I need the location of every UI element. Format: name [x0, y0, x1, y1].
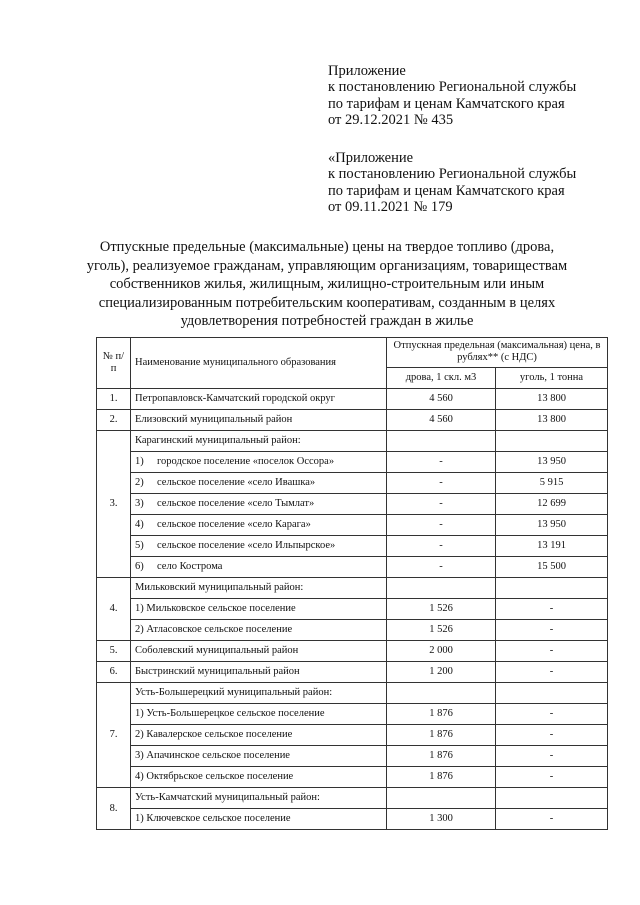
sub-name: 1) Мильковское сельское поселение	[131, 599, 387, 620]
original-appendix-header	[328, 150, 576, 216]
sub-name: 4) Октябрьское сельское поселение	[131, 767, 387, 788]
row-name: Усть-Большерецкий муниципальный район:	[131, 683, 387, 704]
wood-price	[387, 788, 496, 809]
header-line: по тарифам и ценам Камчатского края	[328, 95, 565, 112]
header-line: от 29.12.2021 № 435	[328, 112, 454, 129]
table-subrow	[97, 767, 608, 788]
coal-price: 15 500	[496, 557, 608, 578]
coal-price: 13 950	[496, 515, 608, 536]
sub-label: сельское поселение «село Ивашка»	[157, 477, 316, 488]
coal-price: 13 800	[496, 389, 608, 410]
wood-price: 1 526	[387, 620, 496, 641]
header-line: по тарифам и ценам Камчатского края	[328, 182, 565, 199]
row-number: 7.	[97, 683, 131, 788]
table-row	[97, 662, 608, 683]
table-row	[97, 788, 608, 809]
sub-label: сельское поселение «село Ильпырское»	[157, 540, 336, 551]
wood-price: 1 200	[387, 662, 496, 683]
table-row	[97, 683, 608, 704]
header-price: Отпускная предельная (максимальная) цена, в рублях** (с НДС)	[387, 338, 608, 368]
sub-index: 3)	[135, 498, 144, 509]
sub-name	[131, 557, 387, 578]
wood-price: -	[387, 515, 496, 536]
table-subrow	[97, 473, 608, 494]
coal-price: 5 915	[496, 473, 608, 494]
sub-name: 1) Усть-Большерецкое сельское поселение	[131, 704, 387, 725]
sub-name	[131, 536, 387, 557]
sub-name: 1) Ключевское сельское поселение	[131, 809, 387, 830]
header-line: к постановлению Региональной службы	[328, 79, 577, 96]
wood-price: 2 000	[387, 641, 496, 662]
sub-label: сельское поселение «село Карага»	[157, 519, 311, 530]
table-subrow	[97, 620, 608, 641]
coal-price: -	[496, 599, 608, 620]
wood-price	[387, 578, 496, 599]
table-subrow	[97, 725, 608, 746]
row-number: 8.	[97, 788, 131, 830]
table-subrow	[97, 557, 608, 578]
wood-price: 1 876	[387, 725, 496, 746]
sub-label: село Кострома	[157, 561, 223, 572]
wood-price: 4 560	[387, 389, 496, 410]
table-header-row	[97, 338, 608, 368]
price-table	[96, 337, 608, 830]
sub-index: 5)	[135, 540, 144, 551]
header-line: к постановлению Региональной службы	[328, 166, 577, 183]
table-row	[97, 578, 608, 599]
row-name: Елизовский муниципальный район	[131, 410, 387, 431]
coal-price: 13 950	[496, 452, 608, 473]
row-name: Карагинский муниципальный район:	[131, 431, 387, 452]
wood-price: -	[387, 473, 496, 494]
wood-price: -	[387, 536, 496, 557]
wood-price: 1 300	[387, 809, 496, 830]
table-subrow	[97, 452, 608, 473]
coal-price: -	[496, 662, 608, 683]
coal-price: -	[496, 641, 608, 662]
wood-price: -	[387, 494, 496, 515]
sub-index: 6)	[135, 561, 144, 572]
row-name: Соболевский муниципальный район	[131, 641, 387, 662]
coal-price	[496, 788, 608, 809]
sub-name	[131, 452, 387, 473]
coal-price: 12 699	[496, 494, 608, 515]
sub-name	[131, 494, 387, 515]
row-number: 4.	[97, 578, 131, 641]
coal-price: 13 800	[496, 410, 608, 431]
header-coal: уголь, 1 тонна	[496, 367, 608, 388]
sub-name: 2) Кавалерское сельское поселение	[131, 725, 387, 746]
header-num: № п/п	[97, 338, 131, 389]
table-subrow	[97, 704, 608, 725]
table-subrow	[97, 515, 608, 536]
header-line: «Приложение	[328, 150, 414, 166]
row-name: Усть-Камчатский муниципальный район:	[131, 788, 387, 809]
wood-price	[387, 683, 496, 704]
coal-price	[496, 683, 608, 704]
row-name: Быстринский муниципальный район	[131, 662, 387, 683]
sub-name: 3) Апачинское сельское поселение	[131, 746, 387, 767]
row-number: 3.	[97, 431, 131, 578]
wood-price: 1 876	[387, 704, 496, 725]
table-row	[97, 431, 608, 452]
row-number: 6.	[97, 662, 131, 683]
wood-price: -	[387, 557, 496, 578]
table-subrow	[97, 494, 608, 515]
coal-price: -	[496, 725, 608, 746]
coal-price: 13 191	[496, 536, 608, 557]
header-wood: дрова, 1 скл. м3	[387, 367, 496, 388]
coal-price: -	[496, 620, 608, 641]
row-number: 1.	[97, 389, 131, 410]
wood-price: -	[387, 452, 496, 473]
header-line: Приложение	[328, 63, 406, 79]
table-row	[97, 410, 608, 431]
wood-price	[387, 431, 496, 452]
table-subrow	[97, 809, 608, 830]
sub-index: 2)	[135, 477, 144, 488]
table-row	[97, 389, 608, 410]
document-title: Отпускные предельные (максимальные) цены на твердое топливо (дрова, уголь), реализуемое гражданам, управляющим организациям, товариществам собственников жилья, жилищным, жилищно-строительным или иным специализированным потребительским кооперативам, созданным в целях удовлетворения потребностей граждан в жилье	[86, 239, 568, 329]
sub-index: 1)	[135, 456, 144, 467]
sub-index: 4)	[135, 519, 144, 530]
sub-label: сельское поселение «село Тымлат»	[157, 498, 315, 509]
table-row	[97, 641, 608, 662]
coal-price	[496, 431, 608, 452]
coal-price: -	[496, 704, 608, 725]
header-line: от 09.11.2021 № 179	[328, 199, 453, 216]
table-subrow	[97, 536, 608, 557]
row-number: 2.	[97, 410, 131, 431]
row-name: Петропавловск-Камчатский городской округ	[131, 389, 387, 410]
sub-name	[131, 515, 387, 536]
wood-price: 1 526	[387, 599, 496, 620]
coal-price: -	[496, 746, 608, 767]
appendix-header	[328, 63, 576, 129]
sub-name	[131, 473, 387, 494]
sub-label: городское поселение «поселок Оссора»	[157, 456, 335, 467]
header-name: Наименование муниципального образования	[131, 338, 387, 389]
table-subrow	[97, 746, 608, 767]
wood-price: 1 876	[387, 767, 496, 788]
coal-price: -	[496, 809, 608, 830]
row-name: Мильковский муниципальный район:	[131, 578, 387, 599]
coal-price: -	[496, 767, 608, 788]
row-number: 5.	[97, 641, 131, 662]
wood-price: 1 876	[387, 746, 496, 767]
sub-name: 2) Атласовское сельское поселение	[131, 620, 387, 641]
wood-price: 4 560	[387, 410, 496, 431]
table-subrow	[97, 599, 608, 620]
coal-price	[496, 578, 608, 599]
